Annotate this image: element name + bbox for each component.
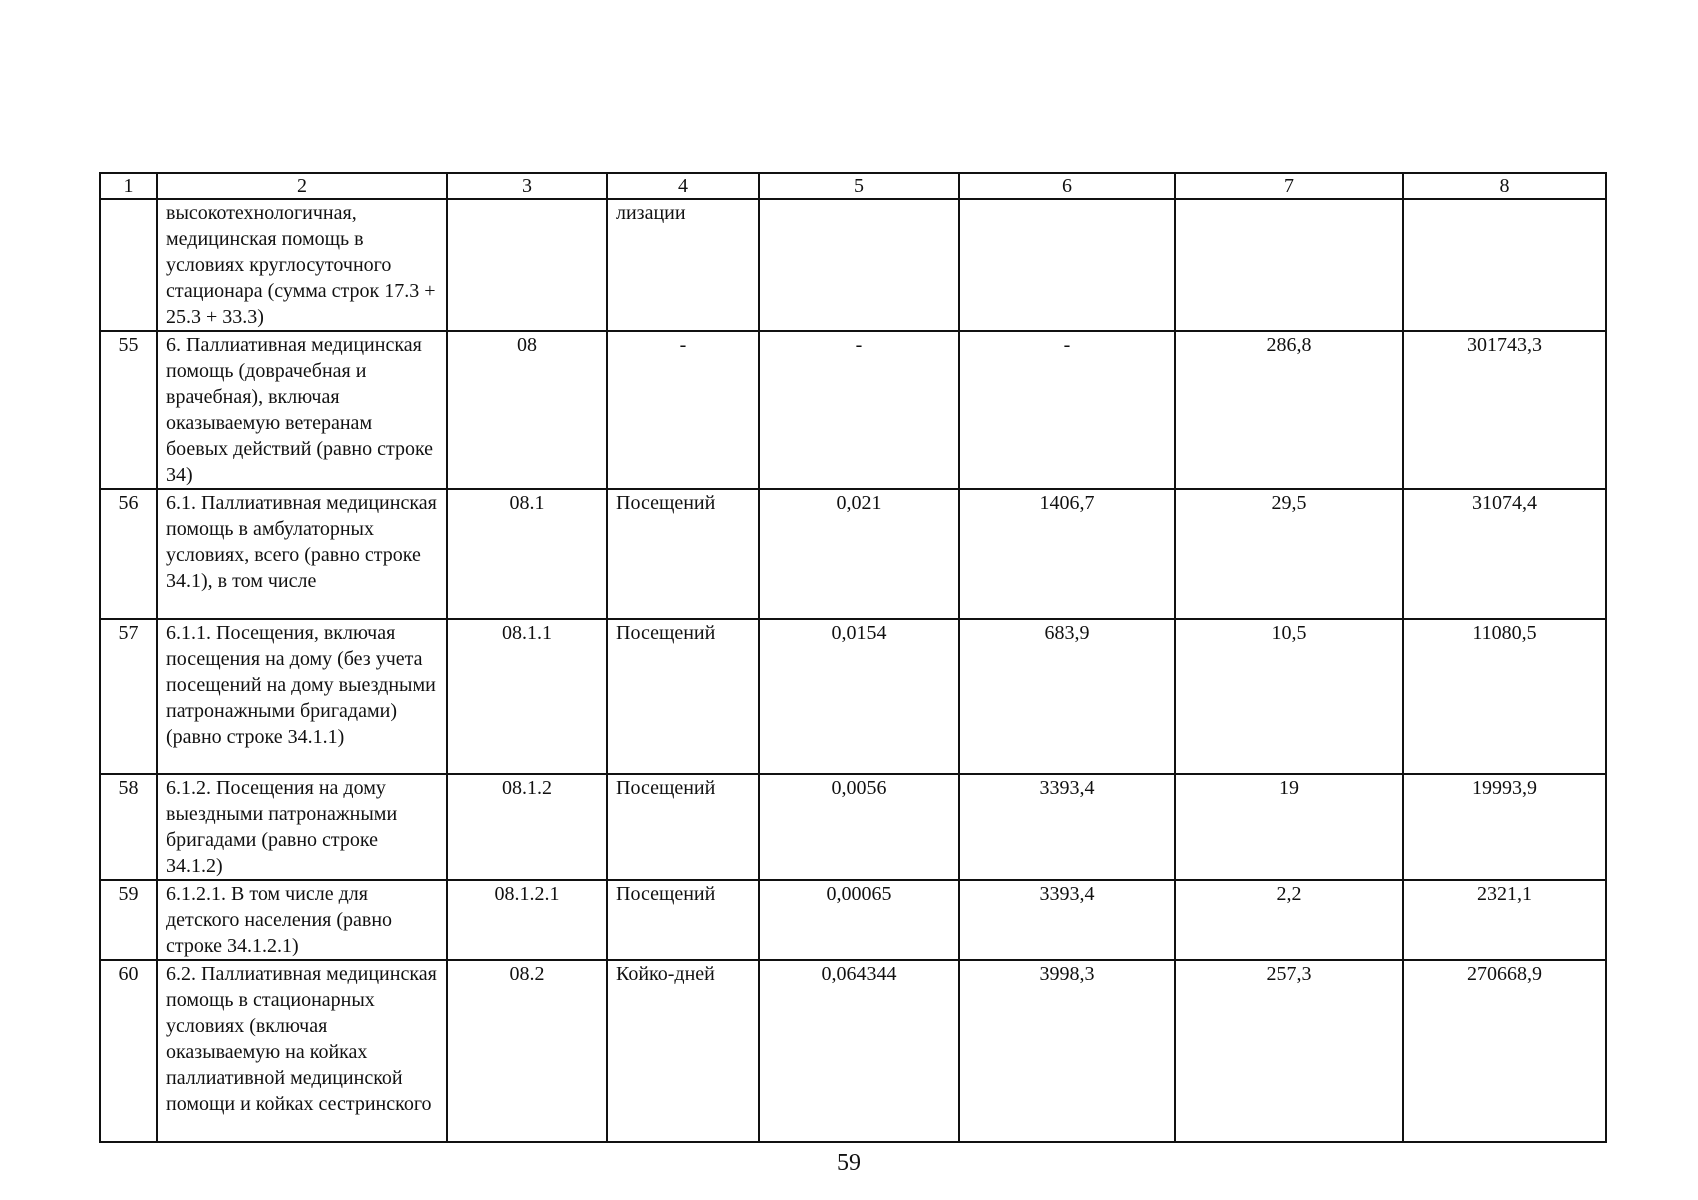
row-value-8 — [1403, 199, 1606, 331]
row-description: 6. Паллиативная медицинская помощь (доврачебная и врачебная), включая оказываемую ветеранам боевых действий (равно строке 34) — [157, 331, 447, 489]
row-number: 60 — [100, 960, 157, 1142]
row-value-7 — [1175, 199, 1403, 331]
row-value-5 — [759, 199, 959, 331]
row-unit: Посещений — [607, 489, 759, 619]
row-unit: Посещений — [607, 774, 759, 880]
table-row — [100, 199, 1606, 331]
row-value-8: 301743,3 — [1403, 331, 1606, 489]
row-value-8: 11080,5 — [1403, 619, 1606, 774]
row-number: 56 — [100, 489, 157, 619]
row-value-7: 19 — [1175, 774, 1403, 880]
row-value-7: 10,5 — [1175, 619, 1403, 774]
row-description: 6.1. Паллиативная медицинская помощь в амбулаторных условиях, всего (равно строке 34.1), в том числе — [157, 489, 447, 619]
row-value-5: 0,0056 — [759, 774, 959, 880]
column-header: 2 — [157, 173, 447, 199]
row-value-5: 0,0154 — [759, 619, 959, 774]
table-row — [100, 960, 1606, 1142]
row-value-8: 19993,9 — [1403, 774, 1606, 880]
table-row — [100, 619, 1606, 774]
column-number-row — [100, 173, 1606, 199]
row-code: 08.1 — [447, 489, 607, 619]
row-value-5: 0,021 — [759, 489, 959, 619]
row-unit: - — [607, 331, 759, 489]
row-value-8: 270668,9 — [1403, 960, 1606, 1142]
column-header: 5 — [759, 173, 959, 199]
row-value-5: 0,00065 — [759, 880, 959, 960]
table-row — [100, 489, 1606, 619]
column-header: 3 — [447, 173, 607, 199]
row-value-5: - — [759, 331, 959, 489]
row-description: 6.1.2.1. В том числе для детского населения (равно строке 34.1.2.1) — [157, 880, 447, 960]
row-value-6: 3998,3 — [959, 960, 1175, 1142]
column-header: 1 — [100, 173, 157, 199]
table-row — [100, 774, 1606, 880]
row-unit: Посещений — [607, 619, 759, 774]
row-number — [100, 199, 157, 331]
row-unit: лизации — [607, 199, 759, 331]
column-header: 7 — [1175, 173, 1403, 199]
row-code — [447, 199, 607, 331]
row-value-6: 683,9 — [959, 619, 1175, 774]
row-description: 6.2. Паллиативная медицинская помощь в стационарных условиях (включая оказываемую на койках паллиативной медицинской помощи и койках сестринского — [157, 960, 447, 1142]
column-header: 6 — [959, 173, 1175, 199]
row-number: 55 — [100, 331, 157, 489]
row-value-7: 286,8 — [1175, 331, 1403, 489]
row-value-7: 29,5 — [1175, 489, 1403, 619]
row-value-5: 0,064344 — [759, 960, 959, 1142]
column-header: 8 — [1403, 173, 1606, 199]
row-value-8: 2321,1 — [1403, 880, 1606, 960]
column-header: 4 — [607, 173, 759, 199]
row-value-6: 1406,7 — [959, 489, 1175, 619]
data-table — [99, 172, 1607, 1143]
row-code: 08.1.2.1 — [447, 880, 607, 960]
row-value-6: 3393,4 — [959, 880, 1175, 960]
row-code: 08.1.2 — [447, 774, 607, 880]
row-unit: Посещений — [607, 880, 759, 960]
row-code: 08.1.1 — [447, 619, 607, 774]
row-value-7: 2,2 — [1175, 880, 1403, 960]
row-value-6: - — [959, 331, 1175, 489]
row-number: 58 — [100, 774, 157, 880]
row-description: 6.1.1. Посещения, включая посещения на дому (без учета посещений на дому выездными патронажными бригадами) (равно строке 34.1.1) — [157, 619, 447, 774]
row-number: 57 — [100, 619, 157, 774]
table-row — [100, 331, 1606, 489]
row-value-7: 257,3 — [1175, 960, 1403, 1142]
row-value-6: 3393,4 — [959, 774, 1175, 880]
row-number: 59 — [100, 880, 157, 960]
row-description: высокотехнологичная, медицинская помощь в условиях круглосуточного стационара (сумма строк 17.3 + 25.3 + 33.3) — [157, 199, 447, 331]
row-description: 6.1.2. Посещения на дому выездными патронажными бригадами (равно строке 34.1.2) — [157, 774, 447, 880]
page-number: 59 — [837, 1150, 861, 1176]
row-value-6 — [959, 199, 1175, 331]
table-row — [100, 880, 1606, 960]
row-code: 08.2 — [447, 960, 607, 1142]
row-value-8: 31074,4 — [1403, 489, 1606, 619]
row-code: 08 — [447, 331, 607, 489]
row-unit: Койко-дней — [607, 960, 759, 1142]
